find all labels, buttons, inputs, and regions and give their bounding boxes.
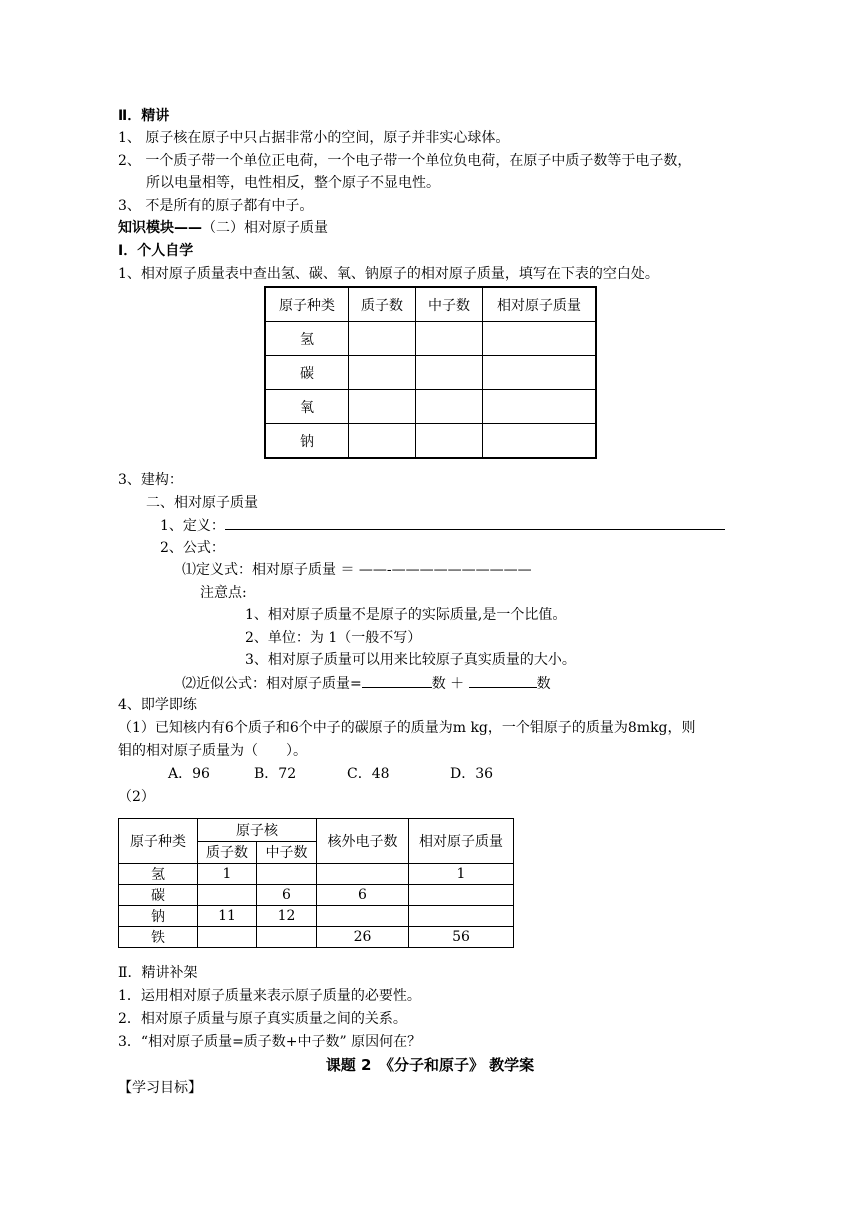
table-cell: 6 (317, 885, 409, 906)
option-b: B．72 (254, 766, 297, 782)
jingjiang-item-2: 2、 一个质子带一个单位正电荷，一个电子带一个单位负电荷，在原子中质子数等于电子数， (118, 153, 692, 169)
question-1: （1）已知核内有6个质子和6个中子的碳原子的质量为m kg，一个钼原子的质量为8mkg，则 (118, 720, 696, 736)
table-cell: 26 (317, 927, 409, 948)
table-cell (483, 424, 597, 459)
table-cell (349, 322, 416, 356)
approx-formula-plus: 数 ＋ (431, 676, 469, 692)
table-cell (416, 356, 483, 390)
note-2: 2、单位：为 1（一般不写） (245, 630, 422, 646)
table-cell (483, 356, 597, 390)
table-cell (416, 390, 483, 424)
table-cell: 氢 (119, 864, 198, 885)
question-1-cont: 钼的相对原子质量为（ ）。 (118, 743, 307, 759)
approx-formula (182, 673, 551, 694)
table-header-row (265, 287, 596, 322)
self-study-heading: Ⅰ．个人自学 (118, 243, 194, 259)
table-cell (317, 864, 409, 885)
definition-blank (225, 515, 725, 530)
header-relative-mass: 相对原子质量 (483, 287, 597, 322)
approx-formula-label: ⑵近似公式：相对原子质量= (182, 676, 362, 692)
practice-heading: 4、即学即练 (118, 697, 197, 713)
table-cell (483, 322, 597, 356)
jingjiang-item-1: 1、 原子核在原子中只占据非常小的空间，原子并非实心球体。 (118, 130, 510, 146)
table-cell: 1 (409, 864, 514, 885)
option-a: A．96 (168, 766, 210, 782)
table-cell: 6 (257, 885, 317, 906)
table-cell (198, 885, 257, 906)
row-atom-hydrogen: 氢 (265, 322, 349, 356)
module-title-rest: （二）相对原子质量 (202, 220, 328, 236)
table-cell (198, 927, 257, 948)
table-row (265, 424, 596, 459)
learning-goals-heading: 【学习目标】 (118, 1080, 202, 1096)
row-atom-carbon: 碳 (265, 356, 349, 390)
table-row (265, 322, 596, 356)
header-proton: 质子数 (198, 841, 257, 864)
jingjiang-item-3: 3、 不是所有的原子都有中子。 (118, 198, 314, 214)
option-d: D．36 (450, 766, 494, 782)
table-cell (409, 885, 514, 906)
module-title (118, 218, 328, 238)
table-cell: 11 (198, 906, 257, 927)
jingjiang-item-2-cont: 所以电量相等，电性相反，整个原子不显电性。 (146, 175, 440, 191)
table-cell: 铁 (119, 927, 198, 948)
note-3: 3、相对原子质量可以用来比较原子真实质量的大小。 (245, 652, 576, 668)
table-cell (409, 906, 514, 927)
formula-label: 2、公式： (160, 540, 225, 556)
definition-formula: ⑴定义式：相对原子质量 ＝ ——-—————————— (182, 562, 532, 578)
table-cell (317, 906, 409, 927)
header-neutron: 中子数 (416, 287, 483, 322)
section-heading-jingjiang: Ⅱ．精讲 (118, 108, 170, 124)
table-row (265, 356, 596, 390)
header-relative-mass: 相对原子质量 (409, 819, 514, 864)
header-neutron: 中子数 (257, 841, 317, 864)
table-cell (349, 356, 416, 390)
module-title-bold: 知识模块—— (118, 220, 202, 236)
question-2: （2） (118, 789, 155, 805)
table-cell (483, 390, 597, 424)
table-cell (416, 424, 483, 459)
approx-formula-unit: 数 (536, 676, 551, 692)
table-cell: 碳 (119, 885, 198, 906)
table-cell (257, 927, 317, 948)
approx-blank-1 (362, 673, 432, 688)
supplement-item-2: 2．相对原子质量与原子真实质量之间的关系。 (118, 1011, 407, 1027)
option-c: C．48 (347, 766, 390, 782)
construct-sub: 二、相对原子质量 (146, 495, 258, 511)
supplement-item-3: 3．“相对原子质量=质子数+中子数” 原因何在？ (118, 1034, 422, 1050)
definition-line (160, 515, 725, 536)
atomic-mass-table (264, 286, 597, 459)
header-proton: 质子数 (349, 287, 416, 322)
table-cell (349, 424, 416, 459)
table-row (265, 390, 596, 424)
row-atom-sodium: 钠 (265, 424, 349, 459)
table-cell: 钠 (119, 906, 198, 927)
task-1: 1、相对原子质量表中查出氢、碳、氧、钠原子的相对原子质量，填写在下表的空白处。 (118, 266, 659, 282)
note-1: 1、相对原子质量不是原子的实际质量,是一个比值。 (245, 607, 567, 623)
table-header-row (119, 819, 514, 842)
table-cell: 1 (198, 864, 257, 885)
table-row (119, 906, 514, 927)
lesson-title: 课题 2 《分子和原子》 教学案 (325, 1056, 535, 1074)
approx-blank-2 (469, 673, 537, 688)
supplement-heading: Ⅱ．精讲补架 (118, 965, 198, 981)
construct-heading: 3、建构： (118, 472, 183, 488)
definition-label: 1、定义： (160, 518, 225, 534)
atom-structure-table (118, 818, 514, 948)
table-row (119, 864, 514, 885)
supplement-item-1: 1．运用相对原子质量来表示原子质量的必要性。 (118, 988, 421, 1004)
table-cell (416, 322, 483, 356)
table-cell: 12 (257, 906, 317, 927)
header-electron: 核外电子数 (317, 819, 409, 864)
table-cell: 56 (409, 927, 514, 948)
table-row (119, 927, 514, 948)
header-nucleus: 原子核 (198, 819, 317, 842)
table-cell (349, 390, 416, 424)
notes-label: 注意点: (200, 585, 247, 601)
header-atom-type: 原子种类 (119, 819, 198, 864)
table-cell (257, 864, 317, 885)
table-row (119, 885, 514, 906)
header-atom-type: 原子种类 (265, 287, 349, 322)
row-atom-oxygen: 氧 (265, 390, 349, 424)
